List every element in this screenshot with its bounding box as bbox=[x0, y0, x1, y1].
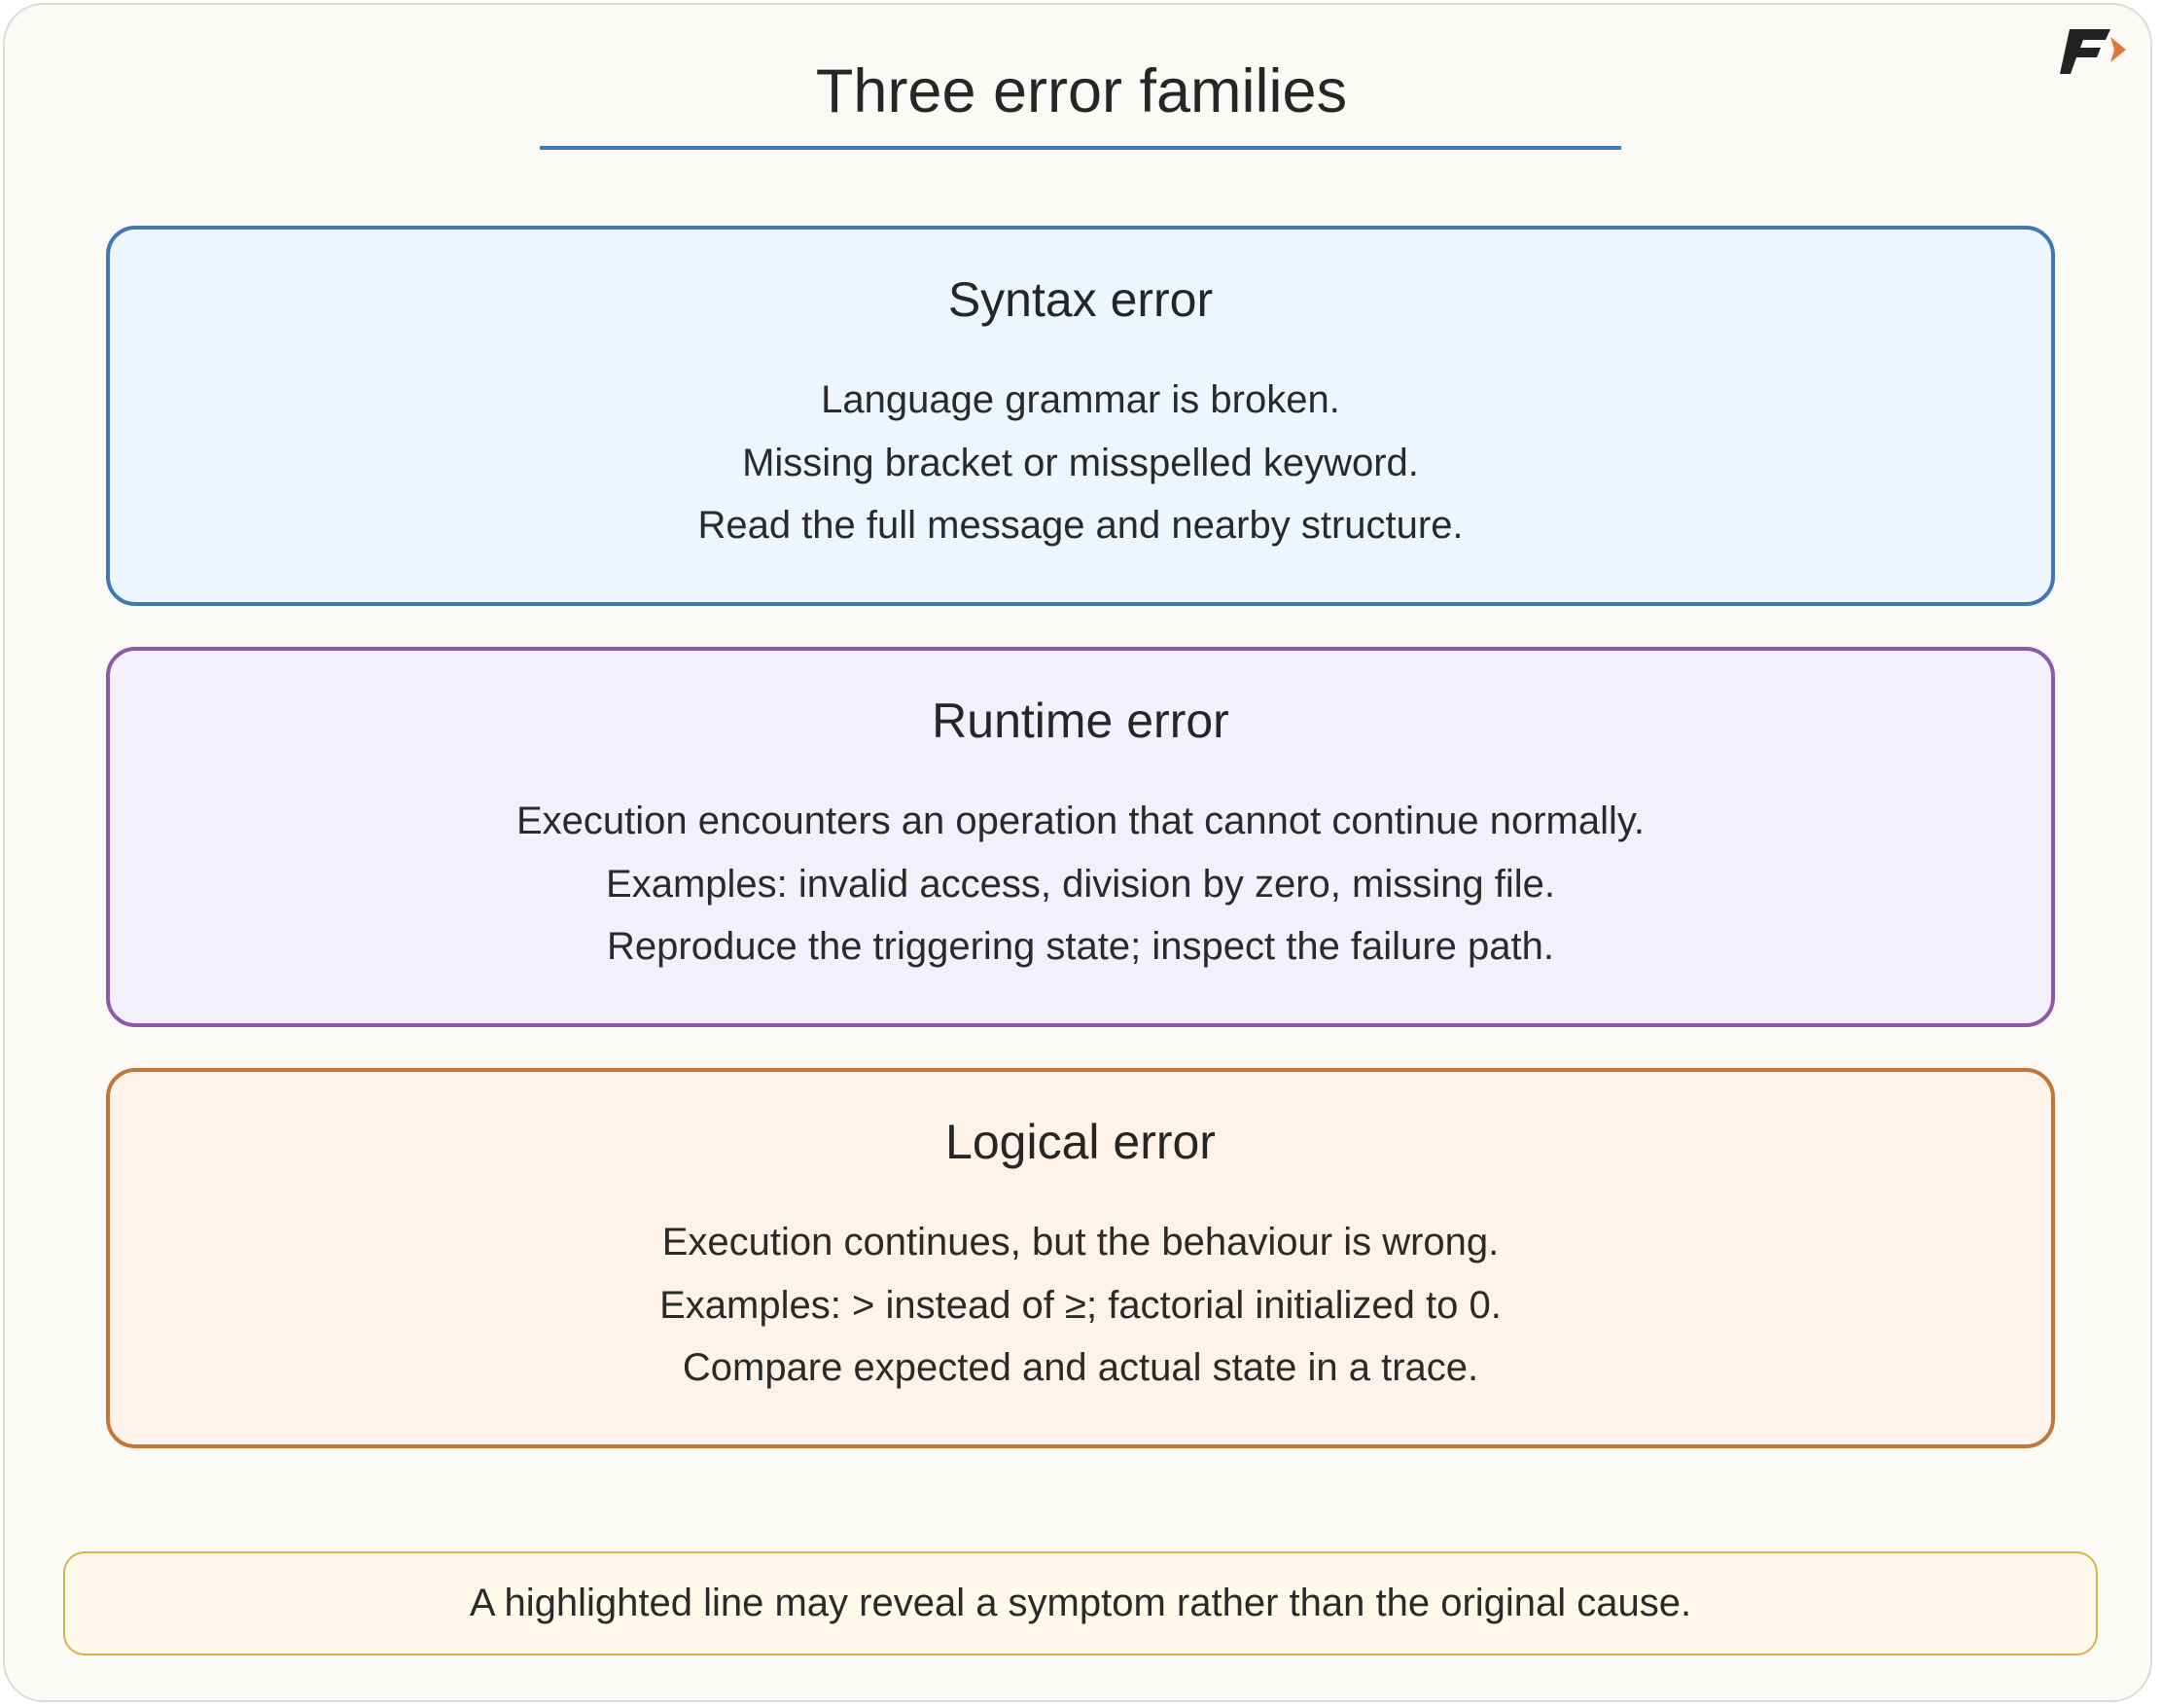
card-title: Syntax error bbox=[947, 272, 1214, 327]
card-line: Reproduce the triggering state; inspect the failure path. bbox=[607, 925, 1554, 968]
brand-logo-icon bbox=[2060, 25, 2132, 78]
card-description bbox=[110, 1211, 2051, 1400]
card-logical-error bbox=[106, 1068, 2055, 1448]
card-line: Language grammar is broken. bbox=[821, 378, 1340, 421]
card-runtime-error bbox=[106, 647, 2055, 1027]
logo-letter-f bbox=[2060, 29, 2110, 74]
card-syntax-error bbox=[106, 226, 2055, 606]
title-underline bbox=[540, 146, 1621, 150]
card-description bbox=[110, 790, 2051, 979]
card-line: Execution continues, but the behaviour is wrong. bbox=[661, 1221, 1500, 1263]
card-title: Logical error bbox=[945, 1115, 1216, 1169]
page-title: Three error families bbox=[815, 57, 1348, 125]
card-line: Read the full message and nearby structure. bbox=[697, 504, 1464, 547]
card-line: Missing bracket or misspelled keyword. bbox=[742, 441, 1419, 484]
logo-arrow bbox=[2110, 37, 2126, 62]
footnote-banner: A highlighted line may reveal a symptom rather than the original cause. bbox=[63, 1551, 2098, 1655]
card-title: Runtime error bbox=[932, 694, 1229, 748]
card-line: Compare expected and actual state in a trace. bbox=[682, 1346, 1479, 1389]
card-line: Examples: > instead of ≥; factorial initialized to 0. bbox=[659, 1283, 1502, 1327]
card-description bbox=[110, 369, 2051, 557]
card-line: Examples: invalid access, division by zero, missing file. bbox=[606, 862, 1555, 906]
card-line: Execution encounters an operation that cannot continue normally. bbox=[516, 800, 1645, 842]
